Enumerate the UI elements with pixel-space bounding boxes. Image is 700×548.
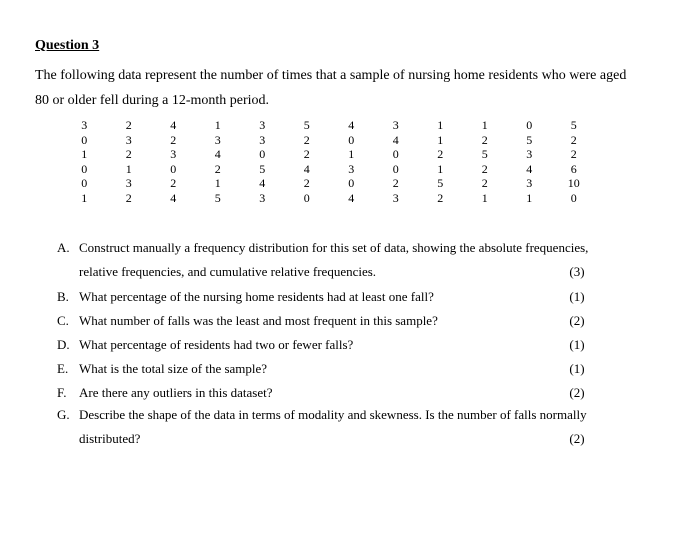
- question-g-marks: (2): [569, 431, 585, 446]
- data-value: 2: [170, 132, 177, 147]
- data-value: 2: [481, 176, 488, 191]
- data-value: 5: [437, 176, 444, 191]
- question-d-marks: (1): [569, 337, 585, 352]
- question-text: Are there any outliers in this dataset?: [79, 385, 273, 400]
- question-a-marks: (3): [569, 264, 585, 279]
- question-letter: D.: [57, 337, 70, 352]
- question-text: What percentage of the nursing home residents had at least one fall?: [79, 289, 434, 304]
- data-value: 2: [125, 147, 132, 162]
- data-value: 1: [481, 190, 488, 205]
- data-value: 4: [348, 190, 355, 205]
- data-value: 5: [481, 147, 488, 162]
- intro-line-2: 80 or older fell during a 12-month period.: [35, 93, 270, 108]
- question-a: [57, 240, 588, 256]
- data-value: 3: [170, 147, 177, 162]
- data-value: 5: [259, 161, 266, 176]
- intro-line-1: The following data represent the number of times that a sample of nursing home residents who were aged: [35, 68, 627, 83]
- data-value: 0: [348, 132, 355, 147]
- question-d: [57, 337, 353, 353]
- data-value: 3: [125, 176, 132, 191]
- data-value: 1: [348, 147, 355, 162]
- data-value: 3: [526, 176, 533, 191]
- question-text: What is the total size of the sample?: [79, 361, 268, 376]
- question-f: [57, 385, 273, 401]
- data-value: 0: [526, 118, 533, 132]
- data-value: 1: [125, 161, 132, 176]
- data-value: 5: [214, 190, 221, 205]
- data-value: 2: [125, 118, 132, 132]
- data-value: 3: [125, 132, 132, 147]
- data-value: 3: [259, 118, 266, 132]
- data-value: 3: [392, 118, 399, 132]
- data-value: 0: [81, 161, 88, 176]
- question-letter: G.: [57, 407, 70, 422]
- question-e-marks: (1): [569, 361, 585, 376]
- data-value: 0: [259, 147, 266, 162]
- data-value: 1: [214, 176, 221, 191]
- data-value: 1: [214, 118, 221, 132]
- data-value: 4: [170, 118, 177, 132]
- question-letter: B.: [57, 289, 69, 304]
- data-value: 2: [437, 190, 444, 205]
- data-value: 3: [259, 132, 266, 147]
- question-heading: Question 3: [35, 38, 100, 53]
- question-g-continuation: distributed?: [79, 431, 141, 446]
- data-value: 3: [392, 190, 399, 205]
- question-b-marks: (1): [569, 289, 585, 304]
- question-g: [57, 407, 587, 423]
- data-value: 0: [81, 176, 88, 191]
- question-f-marks: (2): [569, 385, 585, 400]
- question-letter: C.: [57, 313, 69, 328]
- data-value: 0: [81, 132, 88, 147]
- data-value: 5: [570, 118, 577, 132]
- data-value: 0: [348, 176, 355, 191]
- data-value: 3: [214, 132, 221, 147]
- data-value: 10: [567, 176, 580, 191]
- data-value: 5: [526, 132, 533, 147]
- data-value: 4: [526, 161, 533, 176]
- question-letter: A.: [57, 240, 70, 255]
- data-value: 2: [481, 161, 488, 176]
- data-value: 0: [170, 161, 177, 176]
- data-value: 0: [392, 161, 399, 176]
- data-value: 1: [81, 147, 88, 162]
- data-grid: [62, 118, 596, 206]
- question-a-continuation: relative frequencies, and cumulative relative frequencies.: [79, 264, 377, 279]
- data-value: 4: [392, 132, 399, 147]
- data-value: 4: [214, 147, 221, 162]
- data-value: 0: [392, 147, 399, 162]
- data-value: 4: [348, 118, 355, 132]
- data-value: 6: [570, 161, 577, 176]
- data-value: 0: [303, 190, 310, 205]
- data-value: 2: [170, 176, 177, 191]
- data-value: 1: [437, 118, 444, 132]
- data-value: 3: [348, 161, 355, 176]
- data-value: 2: [570, 147, 577, 162]
- question-b: [57, 289, 434, 305]
- data-value: 2: [303, 176, 310, 191]
- data-value: 1: [437, 161, 444, 176]
- data-value: 1: [526, 190, 533, 205]
- data-value: 4: [170, 190, 177, 205]
- data-value: 2: [303, 132, 310, 147]
- data-value: 3: [81, 118, 88, 132]
- data-value: 3: [259, 190, 266, 205]
- data-value: 2: [481, 132, 488, 147]
- question-c-marks: (2): [569, 313, 585, 328]
- data-value: 2: [303, 147, 310, 162]
- data-value: 3: [526, 147, 533, 162]
- question-text: What percentage of residents had two or fewer falls?: [79, 337, 354, 352]
- question-e: [57, 361, 267, 377]
- data-value: 5: [303, 118, 310, 132]
- data-value: 2: [214, 161, 221, 176]
- data-value: 2: [125, 190, 132, 205]
- data-value: 1: [81, 190, 88, 205]
- data-value: 4: [259, 176, 266, 191]
- data-value: 2: [570, 132, 577, 147]
- question-text: Describe the shape of the data in terms of modality and skewness. Is the number of falls normally: [79, 407, 587, 422]
- data-value: 2: [437, 147, 444, 162]
- data-value: 0: [570, 190, 577, 205]
- question-text: Construct manually a frequency distribution for this set of data, showing the absolute frequencies,: [79, 240, 589, 255]
- data-value: 2: [392, 176, 399, 191]
- data-value: 1: [437, 132, 444, 147]
- question-letter: F.: [57, 385, 67, 400]
- question-letter: E.: [57, 361, 69, 376]
- question-c: [57, 313, 438, 329]
- data-value: 1: [481, 118, 488, 132]
- question-text: What number of falls was the least and most frequent in this sample?: [79, 313, 438, 328]
- data-value: 4: [303, 161, 310, 176]
